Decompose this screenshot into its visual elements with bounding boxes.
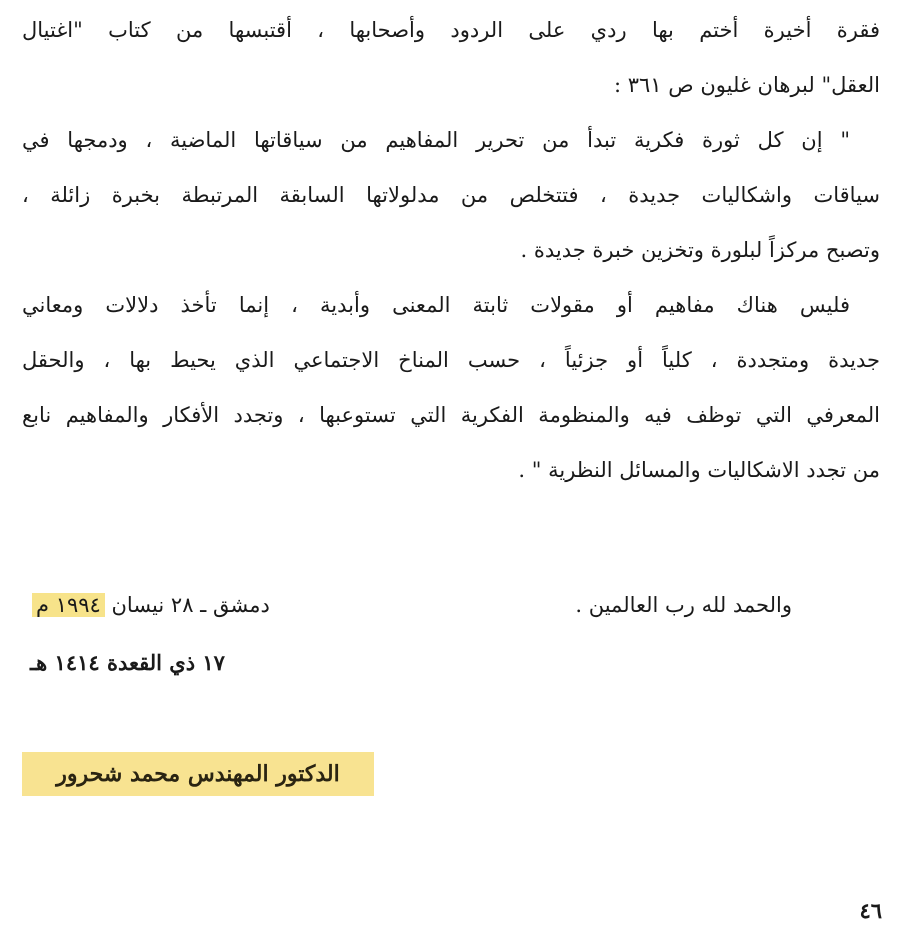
closing-row <box>20 587 792 631</box>
author-signature: الدكتور المهندس محمد شحرور <box>22 752 374 796</box>
date-year-highlighted: ١٩٩٤ م <box>32 593 105 617</box>
hijri-date: ١٧ ذي القعدة ١٤١٤ هـ <box>30 650 225 675</box>
gregorian-date <box>32 593 270 617</box>
text-line: من تجدد الاشكاليات والمسائل النظرية " . <box>518 458 880 482</box>
text-line: وتصبح مركزاً لبلورة وتخزين خبرة جديدة . <box>520 238 880 262</box>
page-number: ٤٦ <box>859 898 882 923</box>
text-line: جديدة ومتجددة ، كلياً أو جزئياً ، حسب المناخ الاجتماعي الذي يحيط بها ، والحقل <box>22 348 880 372</box>
text-line: المعرفي التي توظف فيه والمنظومة الفكرية التي تستوعبها ، وتجدد الأفكار والمفاهيم نابع <box>22 403 880 427</box>
closing-text: والحمد لله رب العالمين . <box>575 593 792 617</box>
text-line: " إن كل ثورة فكرية تبدأ من تحرير المفاهيم من سياقاتها الماضية ، ودمجها في <box>22 128 850 152</box>
date-place: دمشق ـ ٢٨ نيسان <box>111 593 270 617</box>
text-line: العقل" لبرهان غليون ص ٣٦١ : <box>613 73 880 97</box>
text-line: فليس هناك مفاهيم أو مقولات ثابتة المعنى وأبدية ، إنما تأخذ دلالات ومعاني <box>22 293 850 317</box>
body-text <box>22 10 880 505</box>
text-line: فقرة أخيرة أختم بها ردي على الردود وأصحابها ، أقتبسها من كتاب "اغتيال <box>22 18 880 42</box>
text-line: سياقات واشكاليات جديدة ، فتتخلص من مدلولاتها السابقة المرتبطة بخبرة زائلة ، <box>22 183 880 207</box>
